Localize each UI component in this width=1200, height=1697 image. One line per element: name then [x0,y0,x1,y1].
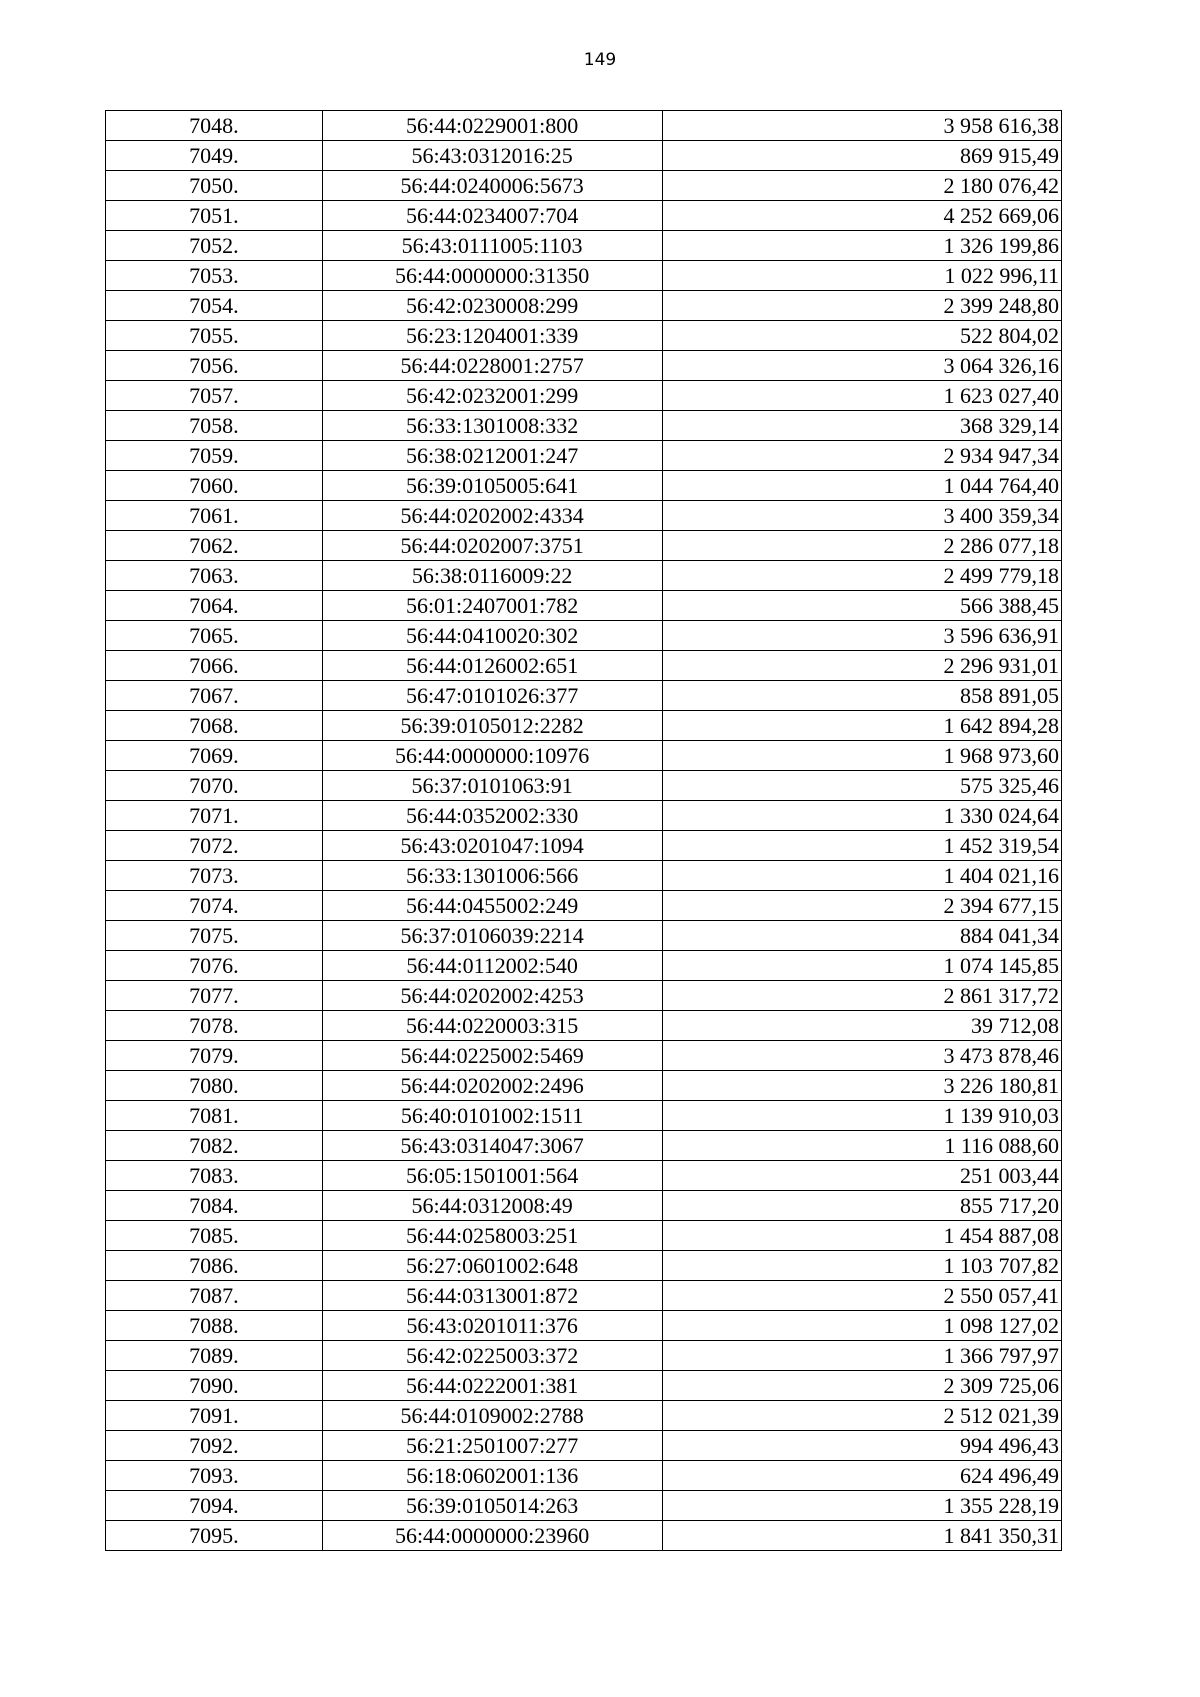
cadastral-number-cell: 56:44:0202002:2496 [322,1071,662,1101]
row-number-cell: 7082. [106,1131,323,1161]
cadastral-value-cell: 4 252 669,06 [662,201,1062,231]
cadastral-value-cell: 1 326 199,86 [662,231,1062,261]
cadastral-number-cell: 56:44:0000000:23960 [322,1521,662,1551]
cadastral-number-cell: 56:44:0228001:2757 [322,351,662,381]
row-number-cell: 7061. [106,501,323,531]
table-row [106,441,1062,471]
cadastral-number-cell: 56:44:0229001:800 [322,111,662,141]
cadastral-number-cell: 56:33:1301008:332 [322,411,662,441]
cadastral-number-cell: 56:38:0212001:247 [322,441,662,471]
row-number-cell: 7050. [106,171,323,201]
cadastral-number-cell: 56:05:1501001:564 [322,1161,662,1191]
cadastral-value-cell: 1 330 024,64 [662,801,1062,831]
table-row [106,141,1062,171]
table-row [106,1011,1062,1041]
cadastral-number-cell: 56:44:0225002:5469 [322,1041,662,1071]
row-number-cell: 7073. [106,861,323,891]
table-row [106,591,1062,621]
cadastral-value-table [105,110,1062,1551]
cadastral-value-cell: 1 355 228,19 [662,1491,1062,1521]
cadastral-value-cell: 3 226 180,81 [662,1071,1062,1101]
row-number-cell: 7060. [106,471,323,501]
table-row [106,351,1062,381]
cadastral-value-cell: 1 454 887,08 [662,1221,1062,1251]
cadastral-value-cell: 2 309 725,06 [662,1371,1062,1401]
cadastral-number-cell: 56:40:0101002:1511 [322,1101,662,1131]
cadastral-number-cell: 56:44:0202002:4253 [322,981,662,1011]
row-number-cell: 7072. [106,831,323,861]
cadastral-value-cell: 368 329,14 [662,411,1062,441]
cadastral-value-cell: 1 642 894,28 [662,711,1062,741]
cadastral-value-cell: 1 044 764,40 [662,471,1062,501]
row-number-cell: 7071. [106,801,323,831]
table-row [106,201,1062,231]
cadastral-value-cell: 1 022 996,11 [662,261,1062,291]
table-row [106,381,1062,411]
cadastral-number-cell: 56:39:0105014:263 [322,1491,662,1521]
cadastral-value-cell: 2 550 057,41 [662,1281,1062,1311]
cadastral-value-cell: 1 841 350,31 [662,1521,1062,1551]
table-row [106,261,1062,291]
row-number-cell: 7090. [106,1371,323,1401]
row-number-cell: 7087. [106,1281,323,1311]
cadastral-number-cell: 56:21:2501007:277 [322,1431,662,1461]
row-number-cell: 7051. [106,201,323,231]
table-row [106,1521,1062,1551]
cadastral-number-cell: 56:44:0220003:315 [322,1011,662,1041]
row-number-cell: 7081. [106,1101,323,1131]
table-row [106,321,1062,351]
cadastral-value-cell: 1 139 910,03 [662,1101,1062,1131]
row-number-cell: 7070. [106,771,323,801]
table-row [106,471,1062,501]
table-row [106,1131,1062,1161]
cadastral-number-cell: 56:44:0312008:49 [322,1191,662,1221]
table-row [106,1161,1062,1191]
cadastral-number-cell: 56:44:0352002:330 [322,801,662,831]
row-number-cell: 7079. [106,1041,323,1071]
row-number-cell: 7052. [106,231,323,261]
cadastral-value-cell: 2 399 248,80 [662,291,1062,321]
row-number-cell: 7094. [106,1491,323,1521]
cadastral-number-cell: 56:42:0230008:299 [322,291,662,321]
cadastral-value-cell: 251 003,44 [662,1161,1062,1191]
table-row [106,651,1062,681]
row-number-cell: 7095. [106,1521,323,1551]
table-row [106,231,1062,261]
cadastral-value-cell: 3 958 616,38 [662,111,1062,141]
table-row [106,1191,1062,1221]
cadastral-value-cell: 1 103 707,82 [662,1251,1062,1281]
cadastral-value-cell: 575 325,46 [662,771,1062,801]
cadastral-value-cell: 39 712,08 [662,1011,1062,1041]
cadastral-number-cell: 56:38:0116009:22 [322,561,662,591]
cadastral-number-cell: 56:44:0455002:249 [322,891,662,921]
row-number-cell: 7063. [106,561,323,591]
row-number-cell: 7055. [106,321,323,351]
row-number-cell: 7066. [106,651,323,681]
row-number-cell: 7089. [106,1341,323,1371]
table-row [106,1071,1062,1101]
cadastral-value-cell: 2 296 931,01 [662,651,1062,681]
table-row [106,411,1062,441]
cadastral-number-cell: 56:43:0111005:1103 [322,231,662,261]
cadastral-number-cell: 56:43:0312016:25 [322,141,662,171]
table-row [106,741,1062,771]
table-row [106,621,1062,651]
cadastral-value-cell: 2 934 947,34 [662,441,1062,471]
cadastral-value-cell: 3 473 878,46 [662,1041,1062,1071]
table-row [106,1371,1062,1401]
row-number-cell: 7083. [106,1161,323,1191]
cadastral-number-cell: 56:43:0201011:376 [322,1311,662,1341]
cadastral-value-cell: 858 891,05 [662,681,1062,711]
table-row [106,1461,1062,1491]
cadastral-value-cell: 994 496,43 [662,1431,1062,1461]
cadastral-value-cell: 884 041,34 [662,921,1062,951]
table-row [106,1431,1062,1461]
cadastral-number-cell: 56:39:0105012:2282 [322,711,662,741]
row-number-cell: 7088. [106,1311,323,1341]
table-row [106,501,1062,531]
cadastral-number-cell: 56:43:0201047:1094 [322,831,662,861]
cadastral-number-cell: 56:44:0240006:5673 [322,171,662,201]
cadastral-number-cell: 56:44:0109002:2788 [322,1401,662,1431]
table-row [106,801,1062,831]
cadastral-value-cell: 3 596 636,91 [662,621,1062,651]
cadastral-number-cell: 56:44:0222001:381 [322,1371,662,1401]
cadastral-value-cell: 1 116 088,60 [662,1131,1062,1161]
cadastral-number-cell: 56:33:1301006:566 [322,861,662,891]
row-number-cell: 7084. [106,1191,323,1221]
table-row [106,711,1062,741]
cadastral-number-cell: 56:44:0000000:10976 [322,741,662,771]
cadastral-value-cell: 522 804,02 [662,321,1062,351]
cadastral-number-cell: 56:18:0602001:136 [322,1461,662,1491]
cadastral-number-cell: 56:44:0126002:651 [322,651,662,681]
row-number-cell: 7075. [106,921,323,951]
row-number-cell: 7078. [106,1011,323,1041]
row-number-cell: 7058. [106,411,323,441]
table-row [106,171,1062,201]
cadastral-value-cell: 624 496,49 [662,1461,1062,1491]
row-number-cell: 7085. [106,1221,323,1251]
cadastral-value-cell: 1 968 973,60 [662,741,1062,771]
row-number-cell: 7067. [106,681,323,711]
cadastral-value-cell: 1 074 145,85 [662,951,1062,981]
cadastral-value-cell: 869 915,49 [662,141,1062,171]
table-row [106,291,1062,321]
cadastral-value-cell: 2 499 779,18 [662,561,1062,591]
row-number-cell: 7068. [106,711,323,741]
cadastral-number-cell: 56:44:0112002:540 [322,951,662,981]
row-number-cell: 7076. [106,951,323,981]
row-number-cell: 7062. [106,531,323,561]
row-number-cell: 7054. [106,291,323,321]
cadastral-value-cell: 2 512 021,39 [662,1401,1062,1431]
table-row [106,561,1062,591]
table-row [106,1491,1062,1521]
table-row [106,861,1062,891]
cadastral-value-cell: 3 064 326,16 [662,351,1062,381]
cadastral-number-cell: 56:44:0000000:31350 [322,261,662,291]
table-row [106,1341,1062,1371]
cadastral-value-cell: 2 286 077,18 [662,531,1062,561]
cadastral-value-cell: 2 180 076,42 [662,171,1062,201]
row-number-cell: 7069. [106,741,323,771]
table-row [106,1101,1062,1131]
cadastral-value-cell: 855 717,20 [662,1191,1062,1221]
cadastral-value-cell: 2 394 677,15 [662,891,1062,921]
table-row [106,1221,1062,1251]
row-number-cell: 7077. [106,981,323,1011]
cadastral-number-cell: 56:47:0101026:377 [322,681,662,711]
cadastral-number-cell: 56:42:0225003:372 [322,1341,662,1371]
table-row [106,831,1062,861]
cadastral-number-cell: 56:44:0202002:4334 [322,501,662,531]
cadastral-number-cell: 56:43:0314047:3067 [322,1131,662,1161]
table-row [106,981,1062,1011]
cadastral-number-cell: 56:44:0313001:872 [322,1281,662,1311]
row-number-cell: 7080. [106,1071,323,1101]
table-row [106,1311,1062,1341]
cadastral-number-cell: 56:39:0105005:641 [322,471,662,501]
cadastral-number-cell: 56:44:0410020:302 [322,621,662,651]
cadastral-value-cell: 1 452 319,54 [662,831,1062,861]
row-number-cell: 7074. [106,891,323,921]
table-row [106,1041,1062,1071]
cadastral-value-cell: 1 098 127,02 [662,1311,1062,1341]
cadastral-number-cell: 56:37:0106039:2214 [322,921,662,951]
row-number-cell: 7057. [106,381,323,411]
table-body [106,111,1062,1551]
row-number-cell: 7092. [106,1431,323,1461]
row-number-cell: 7059. [106,441,323,471]
table-row [106,771,1062,801]
row-number-cell: 7056. [106,351,323,381]
cadastral-number-cell: 56:44:0258003:251 [322,1221,662,1251]
row-number-cell: 7086. [106,1251,323,1281]
page-number: 149 [583,50,617,70]
row-number-cell: 7093. [106,1461,323,1491]
cadastral-number-cell: 56:37:0101063:91 [322,771,662,801]
cadastral-number-cell: 56:01:2407001:782 [322,591,662,621]
cadastral-value-cell: 566 388,45 [662,591,1062,621]
cadastral-number-cell: 56:44:0234007:704 [322,201,662,231]
cadastral-value-cell: 1 366 797,97 [662,1341,1062,1371]
cadastral-value-cell: 1 404 021,16 [662,861,1062,891]
row-number-cell: 7053. [106,261,323,291]
row-number-cell: 7048. [106,111,323,141]
table-row [106,921,1062,951]
cadastral-number-cell: 56:42:0232001:299 [322,381,662,411]
row-number-cell: 7049. [106,141,323,171]
cadastral-value-cell: 2 861 317,72 [662,981,1062,1011]
table-row [106,1251,1062,1281]
row-number-cell: 7091. [106,1401,323,1431]
cadastral-value-cell: 1 623 027,40 [662,381,1062,411]
cadastral-number-cell: 56:23:1204001:339 [322,321,662,351]
table-row [106,1281,1062,1311]
cadastral-number-cell: 56:27:0601002:648 [322,1251,662,1281]
table-row [106,1401,1062,1431]
row-number-cell: 7064. [106,591,323,621]
table-row [106,111,1062,141]
cadastral-value-cell: 3 400 359,34 [662,501,1062,531]
cadastral-number-cell: 56:44:0202007:3751 [322,531,662,561]
table-row [106,681,1062,711]
table-row [106,891,1062,921]
table-row [106,531,1062,561]
row-number-cell: 7065. [106,621,323,651]
table-row [106,951,1062,981]
